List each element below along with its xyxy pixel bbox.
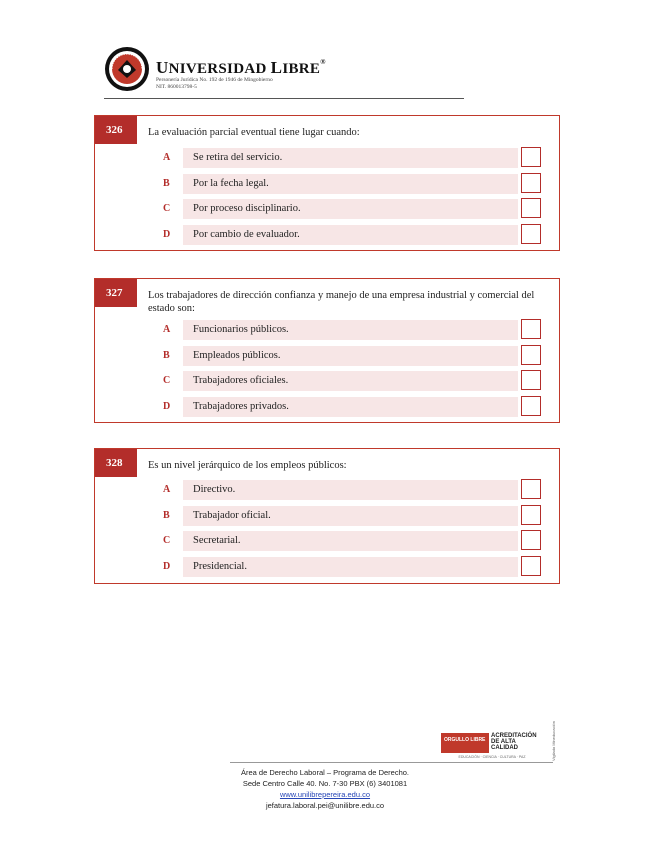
answer-option — [163, 199, 546, 219]
question-number: 326 — [95, 116, 137, 144]
answer-option — [163, 174, 546, 194]
question-number: 328 — [95, 449, 137, 477]
option-text: Por proceso disciplinario. — [193, 203, 301, 214]
accreditation-logo: ACREDITACIÓN DE ALTA CALIDAD — [491, 733, 537, 751]
orgullo-libre-logo: ORGULLO LIBRE — [441, 733, 489, 753]
answer-option — [163, 320, 546, 340]
option-letter: C — [163, 375, 171, 386]
answer-option — [163, 225, 546, 245]
option-label-bar — [183, 480, 518, 500]
answer-option — [163, 531, 546, 551]
option-letter: C — [163, 535, 171, 546]
footer-email[interactable]: jefatura.laboral.pei@unilibre.edu.co — [265, 801, 385, 810]
option-text: Se retira del servicio. — [193, 152, 283, 163]
answer-checkbox[interactable] — [521, 370, 541, 390]
answer-option — [163, 557, 546, 577]
option-label-bar — [183, 320, 518, 340]
option-text: Presidencial. — [193, 561, 247, 572]
option-label-bar — [183, 397, 518, 417]
option-letter: C — [163, 203, 171, 214]
option-label-bar — [183, 371, 518, 391]
option-letter: D — [163, 401, 171, 412]
logo-subtitle: EDUCACIÓN · CIENCIA · CULTURA · PAZ — [458, 755, 526, 759]
answer-checkbox[interactable] — [521, 345, 541, 365]
option-text: Trabajador oficial. — [193, 510, 271, 521]
answer-option — [163, 397, 546, 417]
answer-checkbox[interactable] — [521, 198, 541, 218]
option-letter: A — [163, 152, 171, 163]
answer-checkbox[interactable] — [521, 173, 541, 193]
answer-checkbox[interactable] — [521, 396, 541, 416]
option-text: Empleados públicos. — [193, 350, 281, 361]
answer-checkbox[interactable] — [521, 505, 541, 525]
answer-option — [163, 480, 546, 500]
option-label-bar — [183, 199, 518, 219]
option-letter: A — [163, 484, 171, 495]
question-number: 327 — [95, 279, 137, 307]
option-letter: D — [163, 229, 171, 240]
answer-option — [163, 371, 546, 391]
answer-checkbox[interactable] — [521, 556, 541, 576]
option-text: Trabajadores oficiales. — [193, 375, 289, 386]
vigilada-mark: Vigilada Mineducación — [551, 721, 556, 761]
footer-contact — [180, 767, 470, 811]
footer-website-link[interactable]: www.unilibrepereira.edu.co — [279, 790, 371, 799]
answer-checkbox[interactable] — [521, 147, 541, 167]
option-label-bar — [183, 346, 518, 366]
question-card — [94, 115, 560, 251]
option-letter: B — [163, 350, 170, 361]
option-label-bar — [183, 531, 518, 551]
university-seal-icon — [104, 46, 150, 92]
university-name: UNIVERSIDAD LIBRE® — [156, 58, 326, 77]
footer-address: Sede Centro Calle 40. No. 7-30 PBX (6) 3401081 — [242, 779, 408, 788]
answer-option — [163, 148, 546, 168]
option-label-bar — [183, 225, 518, 245]
option-text: Por cambio de evaluador. — [193, 229, 300, 240]
footer-divider — [230, 762, 553, 763]
question-text: Es un nivel jerárquico de los empleos públicos: — [148, 460, 347, 471]
option-letter: B — [163, 178, 170, 189]
option-letter: A — [163, 324, 171, 335]
footer-logos — [441, 731, 543, 761]
answer-option — [163, 346, 546, 366]
option-label-bar — [183, 148, 518, 168]
option-text: Directivo. — [193, 484, 236, 495]
option-label-bar — [183, 557, 518, 577]
answer-checkbox[interactable] — [521, 319, 541, 339]
document-header — [104, 44, 464, 98]
legal-info: Personería Jurídica No. 192 de 1946 de Mingobierno NIT. 860013798-5 — [156, 77, 273, 90]
option-letter: D — [163, 561, 171, 572]
option-label-bar — [183, 506, 518, 526]
option-letter: B — [163, 510, 170, 521]
answer-checkbox[interactable] — [521, 530, 541, 550]
question-card — [94, 448, 560, 584]
header-divider — [104, 98, 464, 99]
footer-area: Área de Derecho Laboral – Programa de Derecho. — [240, 768, 409, 777]
option-text: Funcionarios públicos. — [193, 324, 289, 335]
answer-checkbox[interactable] — [521, 224, 541, 244]
option-label-bar — [183, 174, 518, 194]
answer-checkbox[interactable] — [521, 479, 541, 499]
option-text: Por la fecha legal. — [193, 178, 269, 189]
option-text: Secretarial. — [193, 535, 241, 546]
question-card — [94, 278, 560, 423]
option-text: Trabajadores privados. — [193, 401, 289, 412]
question-text: La evaluación parcial eventual tiene lugar cuando: — [148, 127, 360, 138]
answer-option — [163, 506, 546, 526]
question-text: Los trabajadores de dirección confianza y manejo de una empresa industrial y comercial del estado son: — [148, 290, 535, 314]
